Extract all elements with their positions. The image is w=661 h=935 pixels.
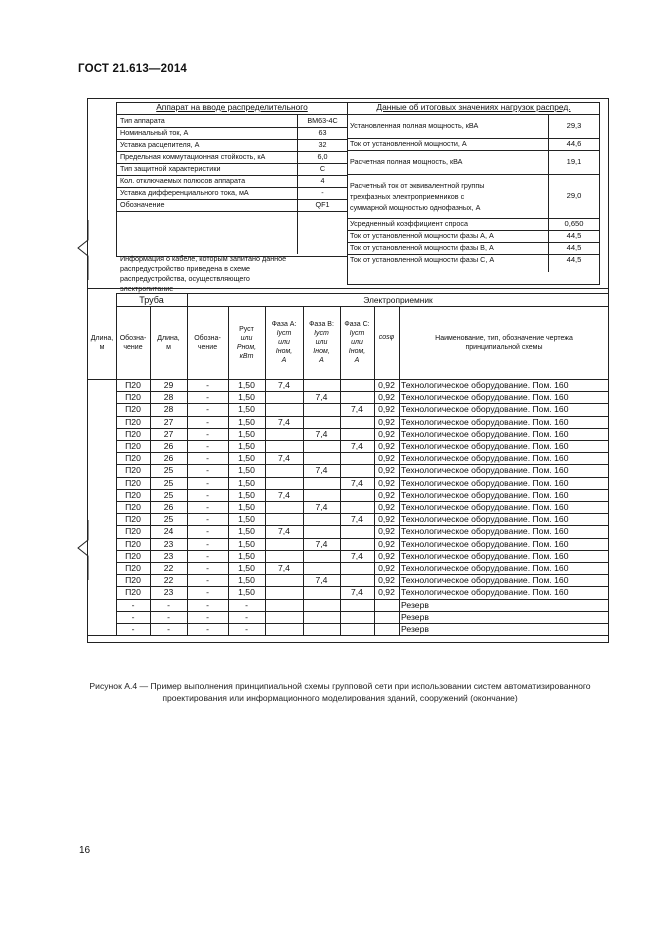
cell-cos: 0,92	[378, 538, 395, 549]
cell-p: 1,50	[238, 453, 255, 464]
header-pipe-designation-line: Обозна-	[119, 334, 147, 342]
cell-des: -	[206, 441, 209, 451]
cell-cos: 0,92	[378, 465, 395, 476]
row-divider	[116, 623, 609, 624]
cell-name: Технологическое оборудование. Пом. 160	[401, 441, 569, 451]
cell-cos: 0,92	[378, 404, 395, 415]
header-power	[228, 325, 265, 361]
loads-title: Данные об итоговых значениях нагрузок распред.	[376, 102, 571, 112]
cell-des: -	[206, 599, 209, 610]
loads-row-label: Ток от установленной мощности фазы С, А	[350, 254, 495, 264]
header-phase-c-line: Iуст	[349, 330, 365, 337]
header-phase-a-line: Фаза А:	[271, 321, 297, 328]
row-divider	[116, 428, 609, 429]
header-pipe-length-line: Длина,	[157, 334, 180, 342]
cell-pipe: П20	[125, 392, 141, 403]
cell-c: 7,4	[351, 587, 363, 598]
row-divider	[347, 150, 600, 151]
cell-name: Технологическое оборудование. Пом. 160	[401, 453, 569, 464]
header-power-line: кВт	[239, 352, 254, 360]
cell-pipe: П20	[125, 550, 141, 561]
cell-name: Технологическое оборудование. Пом. 160	[401, 587, 569, 598]
header-receiver-designation	[187, 334, 228, 352]
cell-len: 25	[163, 514, 174, 525]
cell-p: 1,50	[238, 477, 255, 488]
cell-c: 7,4	[351, 514, 363, 525]
cell-des: -	[206, 624, 209, 634]
cell-name: Технологическое оборудование. Пом. 160	[401, 380, 569, 390]
cell-name: Технологическое оборудование. Пом. 160	[401, 428, 569, 439]
cell-len: -	[167, 624, 170, 634]
cable-info: Информация о кабеле, которым запитано данное распредустройство приведена в схеме распредустройства, осуществляющего электропитание	[120, 254, 287, 293]
cell-p: 1,50	[238, 587, 255, 598]
group-header-bottom	[116, 306, 609, 307]
cell-p: 1,50	[238, 563, 255, 573]
row-divider	[116, 611, 609, 612]
header-name	[399, 334, 609, 352]
apparatus-row-value: -	[321, 188, 324, 197]
header-phase-b-line: или	[315, 339, 328, 346]
cell-name: Технологическое оборудование. Пом. 160	[401, 404, 569, 415]
row-divider	[116, 452, 609, 453]
cell-des: -	[206, 514, 209, 525]
header-phase-c	[340, 320, 374, 365]
cell-name: Технологическое оборудование. Пом. 160	[401, 477, 569, 488]
table-row	[88, 623, 609, 635]
cell-cos: 0,92	[378, 489, 395, 500]
loads-row-label: Ток от установленной мощности фазы А, А	[350, 230, 494, 240]
loads-row-value: 44,5	[566, 230, 582, 240]
cell-pipe: П20	[125, 538, 141, 549]
row-divider	[116, 403, 609, 404]
cell-pipe: П20	[125, 587, 141, 598]
cell-cos: 0,92	[378, 563, 395, 573]
header-phase-c-line: Iном,	[348, 348, 366, 355]
group-receiver-label: Электроприемник	[363, 295, 433, 305]
table-row	[88, 464, 609, 476]
cell-cos: 0,92	[378, 526, 395, 537]
cell-len: 26	[163, 453, 174, 464]
header-phase-c-line: А	[354, 357, 360, 364]
cell-pipe: П20	[125, 526, 141, 537]
row-divider	[116, 513, 609, 514]
header-name-line: принципиальной схемы	[465, 343, 543, 351]
row-divider	[116, 525, 609, 526]
row-divider	[116, 464, 609, 465]
cell-pipe: -	[131, 624, 135, 634]
cell-pipe: П20	[125, 477, 141, 488]
table-row	[88, 391, 609, 403]
table-row	[88, 611, 609, 623]
cell-a: 7,4	[278, 563, 290, 573]
cell-des: -	[206, 428, 209, 439]
cell-len: -	[167, 611, 170, 622]
cell-name: Технологическое оборудование. Пом. 160	[401, 514, 569, 525]
table-row	[88, 501, 609, 513]
header-phase-b-line: Фаза В:	[309, 321, 334, 328]
apparatus-row-value: 4	[320, 176, 325, 185]
loads-row-value: 29,0	[566, 190, 582, 200]
row-divider	[347, 174, 600, 175]
apparatus-title: Аппарат на вводе распределительного	[156, 102, 308, 112]
apparatus-row-value: С	[319, 164, 326, 173]
loads-row-label: Усредненный коэффициент спроса	[350, 218, 468, 228]
row-divider	[116, 211, 348, 212]
apparatus-row-value: 6,0	[317, 152, 328, 161]
table-row	[88, 599, 609, 611]
cell-p: 1,50	[238, 502, 255, 512]
cell-name: Технологическое оборудование. Пом. 160	[401, 392, 569, 403]
cell-des: -	[206, 502, 209, 512]
header-power-line: или	[240, 334, 253, 342]
table-row	[88, 428, 609, 440]
cell-pipe: П20	[125, 428, 141, 439]
header-phase-c-line: Фаза С:	[344, 321, 370, 328]
cell-len: 23	[163, 538, 174, 549]
cell-c: 7,4	[351, 404, 363, 415]
page-number: 16	[79, 845, 91, 856]
cell-len: 28	[163, 404, 174, 415]
cell-len: 24	[163, 526, 174, 537]
row-divider	[116, 391, 609, 392]
row-divider	[116, 586, 609, 587]
cell-p: 1,50	[238, 392, 255, 403]
header-pipe-length	[150, 334, 187, 352]
header-cosphi: cosφ	[378, 334, 395, 341]
cell-b: 7,4	[315, 575, 328, 586]
cell-name: Технологическое оборудование. Пом. 160	[401, 550, 569, 561]
cell-pipe: П20	[125, 575, 141, 586]
cell-des: -	[206, 563, 209, 573]
cell-c: 7,4	[351, 441, 363, 451]
table-row	[88, 562, 609, 574]
cell-cos: 0,92	[378, 575, 395, 586]
table-row	[88, 513, 609, 525]
cell-len: 25	[163, 465, 174, 476]
table-row	[88, 489, 609, 501]
cell-des: -	[206, 611, 209, 622]
cell-pipe: П20	[125, 563, 141, 573]
cell-p: -	[245, 599, 248, 610]
cell-p: 1,50	[238, 526, 255, 537]
cell-p: 1,50	[238, 416, 255, 427]
cell-len: -	[167, 599, 170, 610]
apparatus-row-label: Номинальный ток, А	[120, 128, 189, 137]
cell-p: 1,50	[238, 380, 255, 390]
cell-len: 23	[163, 587, 174, 598]
table-row	[88, 416, 609, 428]
cell-len: 26	[163, 502, 174, 512]
loads-row-label: Ток от установленной мощности, А	[350, 138, 467, 148]
cell-len: 22	[163, 563, 174, 573]
header-power-line: Pуст	[239, 325, 254, 333]
row-divider	[116, 550, 609, 551]
cell-len: 27	[163, 428, 174, 439]
table-row	[88, 477, 609, 489]
cell-len: 26	[163, 441, 174, 451]
apparatus-row-value: 32	[318, 140, 327, 149]
header-receiver-designation-line: Обозна-	[194, 334, 221, 342]
cell-b: 7,4	[315, 538, 328, 549]
cell-cos: 0,92	[378, 453, 395, 464]
schema-frame	[87, 98, 609, 643]
cell-des: -	[206, 416, 209, 427]
cell-name: Технологическое оборудование. Пом. 160	[401, 465, 569, 476]
apparatus-row-label: Уставка расцепителя, А	[120, 140, 200, 149]
header-phase-b-line: Iном,	[313, 348, 330, 355]
table-row	[88, 586, 609, 598]
cell-name: Технологическое оборудование. Пом. 160	[401, 538, 569, 549]
apparatus-row-value: 63	[318, 128, 327, 137]
cell-pipe: П20	[125, 380, 141, 390]
cell-des: -	[206, 489, 209, 500]
cell-name: Технологическое оборудование. Пом. 160	[401, 526, 569, 537]
header-length-line: м	[99, 343, 105, 351]
cell-a: 7,4	[278, 416, 290, 427]
row-divider	[116, 574, 609, 575]
cell-b: 7,4	[315, 428, 328, 439]
cell-name: Технологическое оборудование. Пом. 160	[401, 502, 569, 512]
cell-cos: 0,92	[378, 587, 395, 598]
cell-name: Технологическое оборудование. Пом. 160	[401, 575, 569, 586]
row-divider	[116, 562, 609, 563]
apparatus-row-label: Уставка дифференциального тока, мА	[120, 188, 249, 197]
cell-len: 22	[163, 575, 174, 586]
cell-pipe: П20	[125, 489, 141, 500]
cell-cos: 0,92	[378, 502, 395, 512]
cell-p: 1,50	[238, 514, 255, 525]
cell-a: 7,4	[278, 453, 290, 464]
cell-c: 7,4	[351, 477, 363, 488]
cell-len: 25	[163, 489, 174, 500]
cell-des: -	[206, 392, 209, 403]
cell-b: 7,4	[315, 465, 328, 476]
table-row	[88, 574, 609, 586]
header-phase-c-line: или	[351, 339, 363, 346]
row-divider	[116, 599, 609, 600]
cell-cos: 0,92	[378, 441, 395, 451]
cell-cos: 0,92	[378, 514, 395, 525]
cell-p: 1,50	[238, 489, 255, 500]
group-pipe-label: Труба	[139, 295, 164, 305]
loads-row-label: Расчетная полная мощность, кВА	[350, 156, 463, 166]
apparatus-row-value: QF1	[315, 200, 330, 209]
apparatus-row-label: Кол. отключаемых полюсов аппарата	[120, 176, 246, 185]
cell-p: 1,50	[238, 428, 255, 439]
header-phase-b	[303, 320, 340, 365]
header-power-line: Pном,	[236, 343, 257, 351]
cell-pipe: П20	[125, 404, 141, 415]
cell-des: -	[206, 477, 209, 488]
cell-len: 29	[163, 380, 174, 390]
header-receiver-designation-line: чение	[197, 343, 218, 351]
cell-p: 1,50	[238, 404, 255, 415]
break-mark-top	[74, 220, 94, 280]
loads-row-value: 0,650	[564, 218, 584, 228]
cell-cos: 0,92	[378, 392, 395, 403]
header-pipe-designation	[116, 334, 150, 352]
cell-pipe: П20	[125, 465, 141, 476]
cell-des: -	[206, 404, 209, 415]
cell-p: 1,50	[238, 575, 255, 586]
header-phase-b-line: Iуст	[314, 330, 329, 337]
table-row	[88, 452, 609, 464]
table-row	[88, 379, 609, 391]
loads-row-label-line: трехфазных электроприемников с	[350, 192, 465, 201]
table-row	[88, 440, 609, 452]
header-pipe-designation-line: чение	[123, 343, 143, 351]
cell-name: Резерв	[401, 611, 429, 622]
cell-name: Технологическое оборудование. Пом. 160	[401, 489, 569, 500]
cell-cos: 0,92	[378, 428, 395, 439]
cell-p: 1,50	[238, 538, 255, 549]
cell-des: -	[206, 575, 209, 586]
loads-row-value: 44,5	[566, 254, 582, 264]
table-row	[88, 525, 609, 537]
header-phase-a	[265, 320, 303, 365]
cell-len: 23	[163, 550, 174, 561]
cell-p: -	[245, 611, 248, 622]
cell-cos: 0,92	[378, 380, 395, 390]
cell-a: 7,4	[278, 380, 290, 390]
row-divider	[116, 538, 609, 539]
row-divider	[116, 440, 609, 441]
cell-name: Технологическое оборудование. Пом. 160	[401, 563, 569, 573]
cell-des: -	[206, 587, 209, 598]
cell-c: 7,4	[351, 550, 363, 561]
row-divider	[116, 416, 609, 417]
cell-des: -	[206, 526, 209, 537]
apparatus-row-label: Обозначение	[120, 200, 165, 209]
cell-pipe: -	[131, 599, 135, 610]
cell-a: 7,4	[278, 526, 290, 537]
loads-row-value: 44,6	[566, 138, 582, 148]
cell-des: -	[206, 465, 209, 476]
loads-row-label: Ток от установленной мощности фазы В, А	[350, 242, 494, 252]
cell-des: -	[206, 538, 209, 549]
cell-p: 1,50	[238, 441, 255, 451]
row-divider	[116, 477, 609, 478]
cell-len: 25	[163, 477, 174, 488]
loads-row-label-line: Расчетный ток от эквивалентной группы	[350, 181, 485, 190]
header-phase-b-line: А	[319, 357, 324, 364]
cell-pipe: П20	[125, 441, 141, 451]
cell-p: 1,50	[238, 465, 255, 476]
cell-name: Резерв	[401, 599, 429, 610]
header-phase-a-line: Iуст	[276, 330, 292, 337]
header-name-line: Наименование, тип, обозначение чертежа	[435, 334, 573, 342]
cell-pipe: П20	[125, 416, 141, 427]
cell-des: -	[206, 380, 209, 390]
cell-p: 1,50	[238, 550, 255, 561]
header-length	[88, 334, 116, 352]
cell-p: -	[245, 624, 248, 634]
cell-pipe: -	[131, 611, 135, 622]
header-phase-a-line: или	[278, 339, 290, 346]
loads-row-label-line: суммарной мощностью однофазных, А	[350, 203, 481, 212]
apparatus-row-label: Тип защитной характеристики	[120, 164, 221, 173]
cell-pipe: П20	[125, 453, 141, 464]
apparatus-row-label: Предельная коммутационная стойкость, кА	[120, 152, 266, 161]
header-pipe-length-line: м	[166, 343, 171, 351]
header-length-line: Длина,	[90, 334, 114, 342]
loads-row-value: 29,3	[566, 121, 582, 130]
loads-row-value: 44,5	[566, 242, 582, 252]
figure-caption: Рисунок А.4 — Пример выполнения принципиальной схемы групповой сети при использовании систем автоматизированного проектирования или информационного моделирования зданий, сооружений (окончание)	[89, 681, 591, 703]
table-row	[88, 403, 609, 415]
cell-len: 28	[163, 392, 174, 403]
apparatus-row-label: Тип аппарата	[120, 116, 165, 125]
loads-row-label	[350, 180, 484, 213]
cell-len: 27	[163, 416, 174, 427]
table-row	[88, 550, 609, 562]
cell-b: 7,4	[315, 392, 328, 403]
header-phase-a-line: А	[281, 357, 287, 364]
cell-a: 7,4	[278, 489, 290, 500]
cell-cos: 0,92	[378, 550, 395, 561]
table-bottom	[88, 635, 609, 636]
table-row	[88, 538, 609, 550]
loads-row-value: 19,1	[566, 156, 582, 166]
cell-des: -	[206, 550, 209, 561]
group-header-top	[116, 293, 609, 294]
cell-name: Резерв	[401, 624, 429, 634]
cell-b: 7,4	[315, 502, 328, 512]
row-divider	[116, 501, 609, 502]
cell-pipe: П20	[125, 514, 141, 525]
document-code: ГОСТ 21.613—2014	[78, 63, 188, 75]
header-phase-a-line: Iном,	[275, 348, 293, 355]
cell-cos: 0,92	[378, 416, 395, 427]
break-mark-bottom	[74, 520, 94, 580]
cell-des: -	[206, 453, 209, 464]
cell-pipe: П20	[125, 502, 141, 512]
loads-row-label: Установленная полная мощность, кВА	[350, 121, 479, 130]
row-divider	[116, 489, 609, 490]
cell-name: Технологическое оборудование. Пом. 160	[401, 416, 569, 427]
apparatus-row-value: ВМ63-4С	[307, 116, 338, 125]
cell-cos: 0,92	[378, 477, 395, 488]
